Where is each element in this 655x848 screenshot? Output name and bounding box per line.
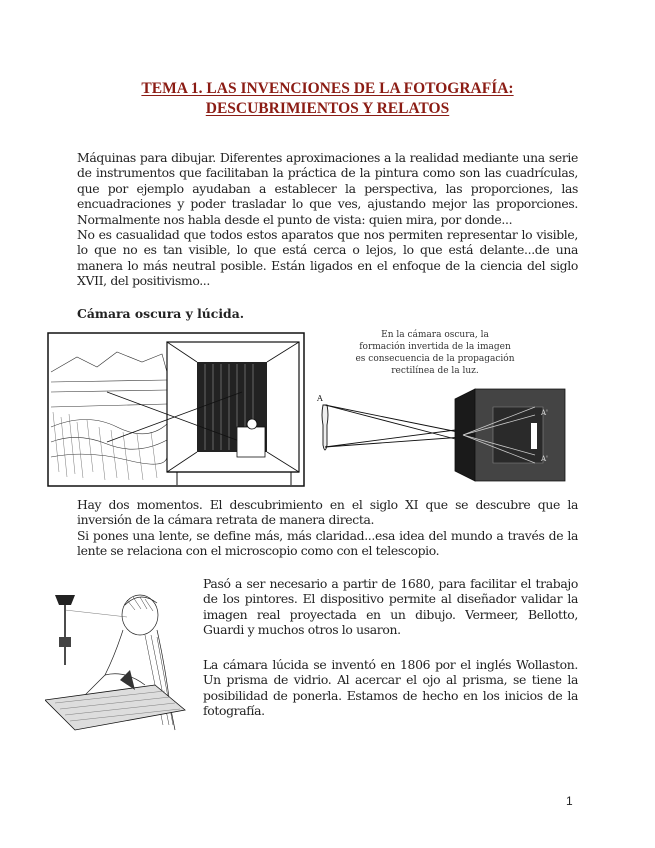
point-a-prime-top: A'	[541, 409, 548, 417]
text-line: de instrumentos que facilitaban la práctica de la pintura como son las cuadrículas,	[77, 165, 578, 181]
caption-line: rectilínea de la luz.	[391, 366, 479, 376]
pinhole-diagram	[313, 385, 568, 485]
caption-line: es consecuencia de la propagación	[355, 354, 515, 364]
text-line: Hay dos momentos. El descubrimiento en el siglo XI que se descubre que la	[77, 497, 578, 512]
text-line: No es casualidad que todos estos aparatos que nos permiten representar lo visible,	[77, 227, 578, 243]
text-line: lo que no es tan visible, lo que está cerca o lejos, lo que está delante...de una	[77, 242, 578, 258]
caption-line: En la cámara oscura, la	[381, 330, 489, 340]
text-line: posibilidad de ponerla. Estamos de hecho en los inicios de la	[203, 687, 578, 703]
text-line: Guardi y muchos otros lo usaron.	[203, 622, 401, 638]
camera-obscura-engraving	[47, 332, 305, 487]
intro-paragraph	[77, 150, 578, 289]
text-line: imagen real proyectada en un dibujo. Vermeer, Bellotto,	[203, 606, 578, 622]
text-line: Normalmente nos habla desde el punto de vista: quien mira, por donde...	[77, 211, 513, 227]
lucida-paragraph-1	[203, 576, 578, 638]
title-line-1: TEMA 1. LAS INVENCIONES DE LA FOTOGRAFÍA:	[141, 80, 514, 97]
text-line: encuadraciones y poder trasladar lo que ves, ajustando mejor las proporciones.	[77, 196, 578, 212]
title-line-2: DESCUBRIMIENTOS Y RELATOS	[205, 100, 450, 117]
point-a-prime-bottom: A'	[541, 455, 548, 463]
page-number: 1	[566, 794, 573, 808]
text-line: XVII, del positivismo...	[77, 273, 210, 289]
text-line: Pasó a ser necesario a partir de 1680, para facilitar el trabajo	[203, 576, 578, 591]
text-line: Un prisma de vidrio. Al acercar el ojo al prisma, se tiene la	[203, 672, 578, 688]
moments-paragraph	[77, 497, 578, 559]
text-line: lente se relaciona con el microscopio como con el telescopio.	[77, 543, 440, 559]
camera-lucida-engraving	[45, 575, 197, 732]
text-line: que por ejemplo ayudaban a establecer la perspectiva, las proporciones, las	[77, 180, 578, 196]
text-line: Si pones una lente, se define más, más claridad...esa idea del mundo a través de la	[77, 527, 578, 543]
text-line: de los pintores. El dispositivo permite al diseñador validar la	[203, 591, 578, 607]
text-line: La cámara lúcida se inventó en 1806 por el inglés Wollaston.	[203, 657, 578, 672]
section-heading: Cámara oscura y lúcida.	[77, 306, 245, 321]
text-line: manera lo más neutral posible. Están ligados en el enfoque de la ciencia del siglo	[77, 257, 578, 273]
caption-line: formación invertida de la imagen	[359, 342, 511, 352]
text-line: inversión de la cámara retrata de manera directa.	[77, 512, 375, 528]
text-line: Máquinas para dibujar. Diferentes aproximaciones a la realidad mediante una serie	[77, 150, 578, 165]
text-line: fotografía.	[203, 703, 265, 719]
figure-caption	[340, 329, 530, 377]
point-a-label: A	[317, 394, 323, 403]
lucida-paragraph-2	[203, 657, 578, 719]
